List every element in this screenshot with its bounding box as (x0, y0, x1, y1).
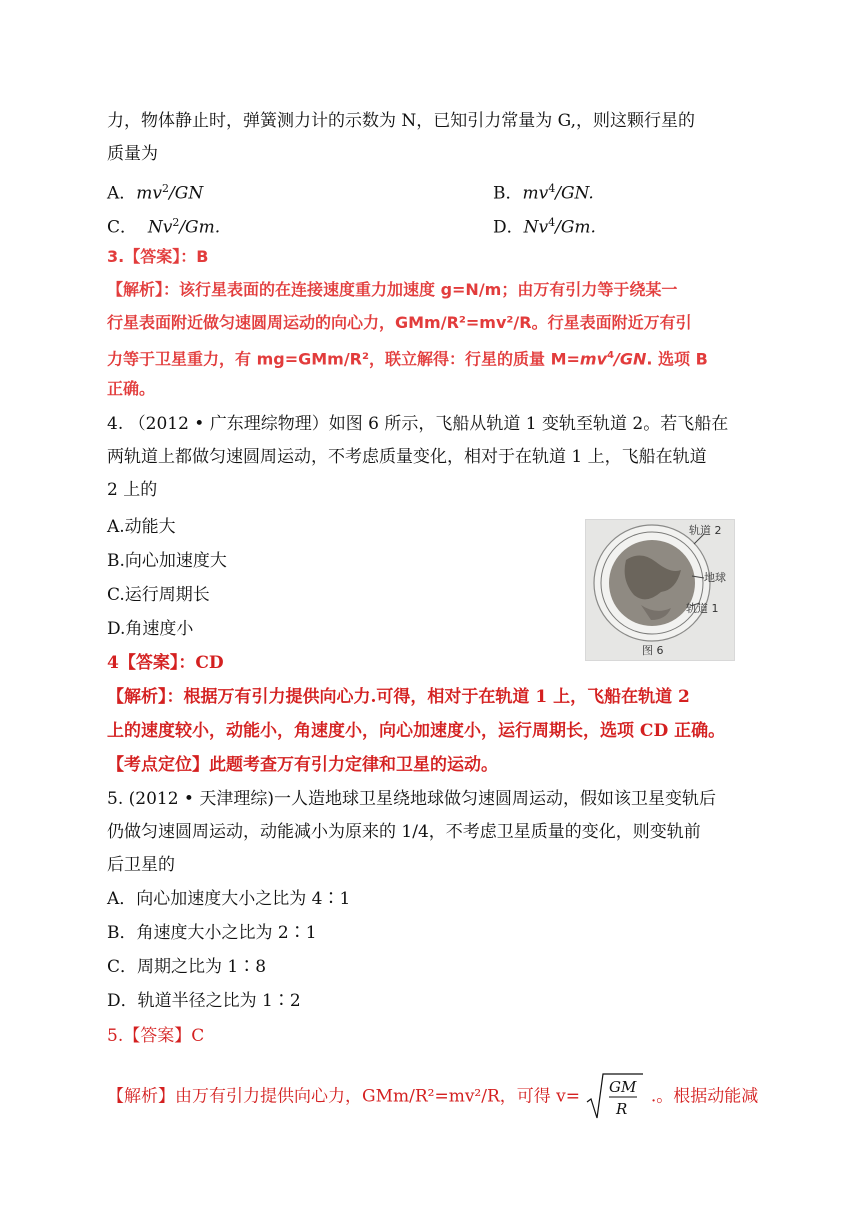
q5-option-c: C．周期之比为 1∶8 (107, 957, 267, 977)
q4-kaodian: 【考点定位】此题考查万有引力定律和卫星的运动。 (107, 755, 498, 775)
q3-option-d: D．Nv$^4$/Gm. (493, 216, 596, 238)
q4-option-b: B.向心加速度大 (107, 551, 227, 571)
q5-explanation: 【解析】由万有引力提供向心力，GMm/R²=mv²/R，可得 v= GM R .。根据动能减 (107, 1072, 758, 1122)
label-earth: 地球 (704, 571, 726, 584)
q4-explanation-line2: 上的速度较小，动能小，角速度小，向心加速度小，运行周期长，选项 CD 正确。 (107, 721, 726, 741)
q4-answer: 4【答案】：CD (107, 653, 224, 673)
q4-stem-line1: 4. （2012 • 广东理综物理）如图 6 所示，飞船从轨道 1 变轨至轨道 2。若飞船在 (107, 414, 729, 434)
q5-stem-line3: 后卫星的 (107, 855, 175, 875)
orbit-figure (585, 519, 735, 661)
frac-numerator: GM (609, 1078, 637, 1096)
q3-option-b: B．$mv^4/GN$. (493, 182, 594, 204)
label-orbit-1: 轨道 1 (686, 602, 719, 615)
q3-answer: 3.【答案】：B (107, 247, 209, 266)
q3-explanation-line4: 正确。 (107, 379, 156, 398)
figure-caption: 图 6 (642, 644, 664, 657)
q4-stem-line3: 2 上的 (107, 480, 158, 500)
q3-stem-line2: 质量为 (107, 144, 158, 164)
q3-stem-line1: 力，物体静止时，弹簧测力计的示数为 N，已知引力常量为 G,，则这颗行星的 (107, 111, 696, 131)
orbit-diagram (586, 520, 734, 660)
label-orbit-2: 轨道 2 (689, 524, 722, 537)
q3-option-a: A．$mv^2/GN$ B．$mv^4/GN$. (107, 177, 203, 206)
sqrt-formula (585, 1072, 645, 1122)
q4-stem-line2: 两轨道上都做匀速圆周运动，不考虑质量变化，相对于在轨道 1 上，飞船在轨道 (107, 447, 707, 467)
q5-option-b: B．角速度大小之比为 2∶1 (107, 923, 317, 943)
frac-denominator: R (616, 1100, 628, 1118)
q4-option-c: C.运行周期长 (107, 585, 210, 605)
q4-option-a: A.动能大 (107, 517, 176, 537)
q4-explanation-line1: 【解析】：根据万有引力提供向心力.可得，相对于在轨道 1 上，飞船在轨道 2 (107, 687, 690, 707)
q5-stem-line2: 仍做匀速圆周运动，动能减小为原来的 1/4，不考虑卫星质量的变化，则变轨前 (107, 822, 701, 842)
q5-answer: 5.【答案】C (107, 1026, 205, 1046)
q5-option-a: A．向心加速度大小之比为 4∶1 (107, 889, 351, 909)
q5-stem-line1: 5. (2012 • 天津理综)一人造地球卫星绕地球做匀速圆周运动，假如该卫星变轨后 (107, 789, 716, 809)
q3-explanation-line2: 行星表面附近做匀速圆周运动的向心力，GMm/R²=mv²/R。行星表面附近万有引 (107, 313, 692, 332)
q3-option-c: C． Nv$^2$/Gm. D．Nv$^4$/Gm. (107, 211, 220, 240)
q4-option-d: D.角速度小 (107, 619, 194, 639)
sqrt-fraction (585, 1072, 645, 1122)
q5-option-d: D．轨道半径之比为 1∶2 (107, 991, 301, 1011)
q3-explanation-line3: 力等于卫星重力，有 mg=GMm/R²，联立解得：行星的质量 $M=mv^4/GN$. 选项 B (107, 349, 708, 369)
q3-explanation-line1: 【解析】：该行星表面的在连接速度重力加速度 g=N/m；由万有引力等于绕某一 (107, 280, 678, 299)
